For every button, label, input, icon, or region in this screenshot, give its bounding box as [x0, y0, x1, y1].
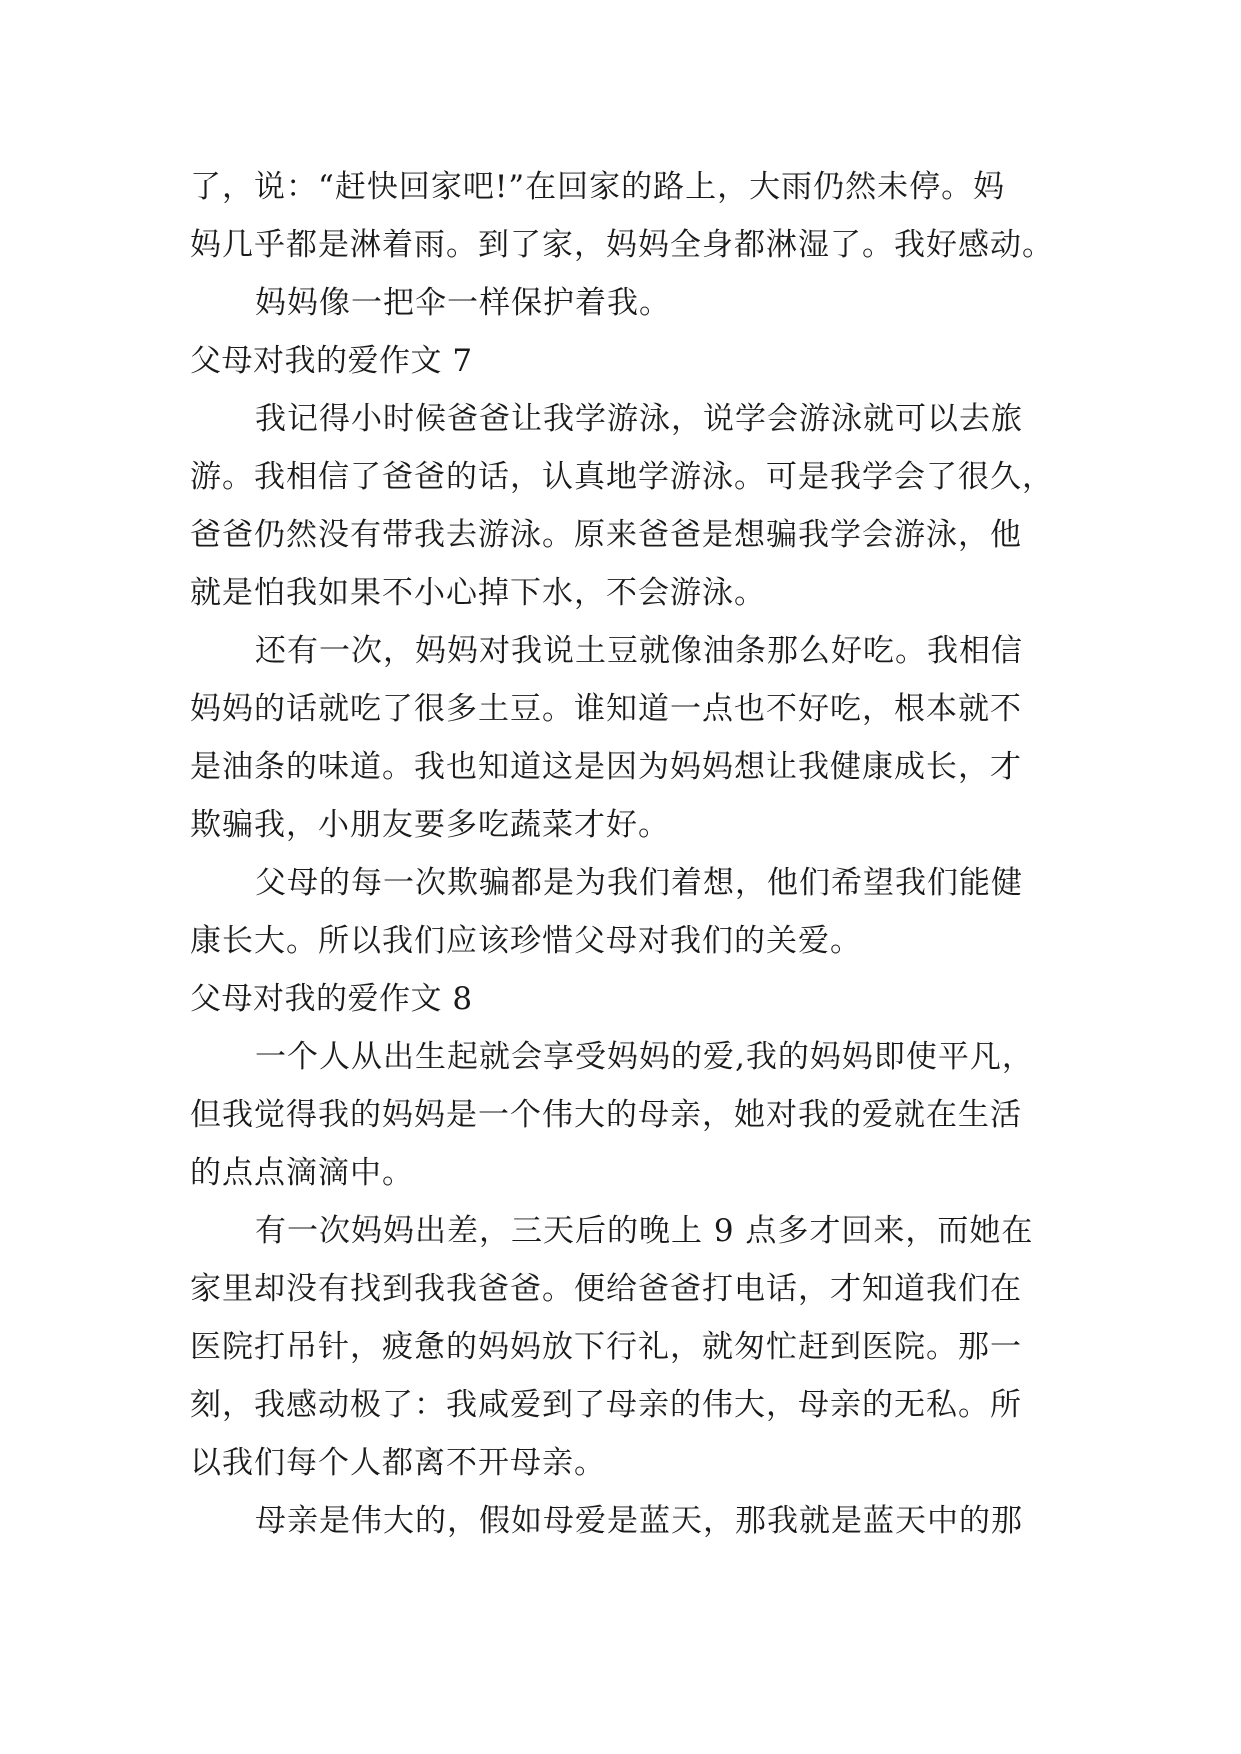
- text-line: 我记得小时候爸爸让我学游泳，说学会游泳就可以去旅: [255, 401, 1023, 437]
- text-line: 妈妈像一把伞一样保护着我。: [255, 285, 671, 321]
- section-heading-7: 父母对我的爱作文 7: [190, 343, 473, 379]
- text-line: 一个人从出生起就会享受妈妈的爱,我的妈妈即使平凡，: [255, 1039, 1034, 1075]
- text-line: 但我觉得我的妈妈是一个伟大的母亲，她对我的爱就在生活: [190, 1097, 1022, 1133]
- text-line: 以我们每个人都离不开母亲。: [190, 1445, 606, 1481]
- text-line: 家里却没有找到我我爸爸。便给爸爸打电话，才知道我们在: [190, 1271, 1022, 1307]
- text-line: 的点点滴滴中。: [190, 1155, 414, 1191]
- text-line: 医院打吊针，疲惫的妈妈放下行礼，就匆忙赶到医院。那一: [190, 1329, 1022, 1365]
- text-line: 妈几乎都是淋着雨。到了家，妈妈全身都淋湿了。我好感动。: [190, 227, 1054, 263]
- text-line: 了，说：“赶快回家吧!”在回家的路上，大雨仍然未停。妈: [190, 169, 1006, 205]
- document-body: [190, 158, 1052, 1550]
- text-line: 欺骗我，小朋友要多吃蔬菜才好。: [190, 807, 670, 843]
- text-line: 父母的每一次欺骗都是为我们着想，他们希望我们能健: [255, 865, 1023, 901]
- section-heading-8: 父母对我的爱作文 8: [190, 981, 473, 1017]
- text-line: 是油条的味道。我也知道这是因为妈妈想让我健康成长，才: [190, 749, 1022, 785]
- text-line: 刻，我感动极了：我咸爱到了母亲的伟大，母亲的无私。所: [190, 1387, 1022, 1423]
- text-line: 妈妈的话就吃了很多土豆。谁知道一点也不好吃，根本就不: [190, 691, 1022, 727]
- text-line: 有一次妈妈出差，三天后的晚上 9 点多才回来，而她在: [255, 1213, 1034, 1249]
- text-line: 康长大。所以我们应该珍惜父母对我们的关爱。: [190, 923, 862, 959]
- text-line: 游。我相信了爸爸的话，认真地学游泳。可是我学会了很久，: [190, 459, 1054, 495]
- text-line: 就是怕我如果不小心掉下水，不会游泳。: [190, 575, 766, 611]
- text-line: 还有一次，妈妈对我说土豆就像油条那么好吃。我相信: [255, 633, 1023, 669]
- text-line: 母亲是伟大的，假如母爱是蓝天，那我就是蓝天中的那: [255, 1503, 1023, 1539]
- text-line: 爸爸仍然没有带我去游泳。原来爸爸是想骗我学会游泳，他: [190, 517, 1022, 553]
